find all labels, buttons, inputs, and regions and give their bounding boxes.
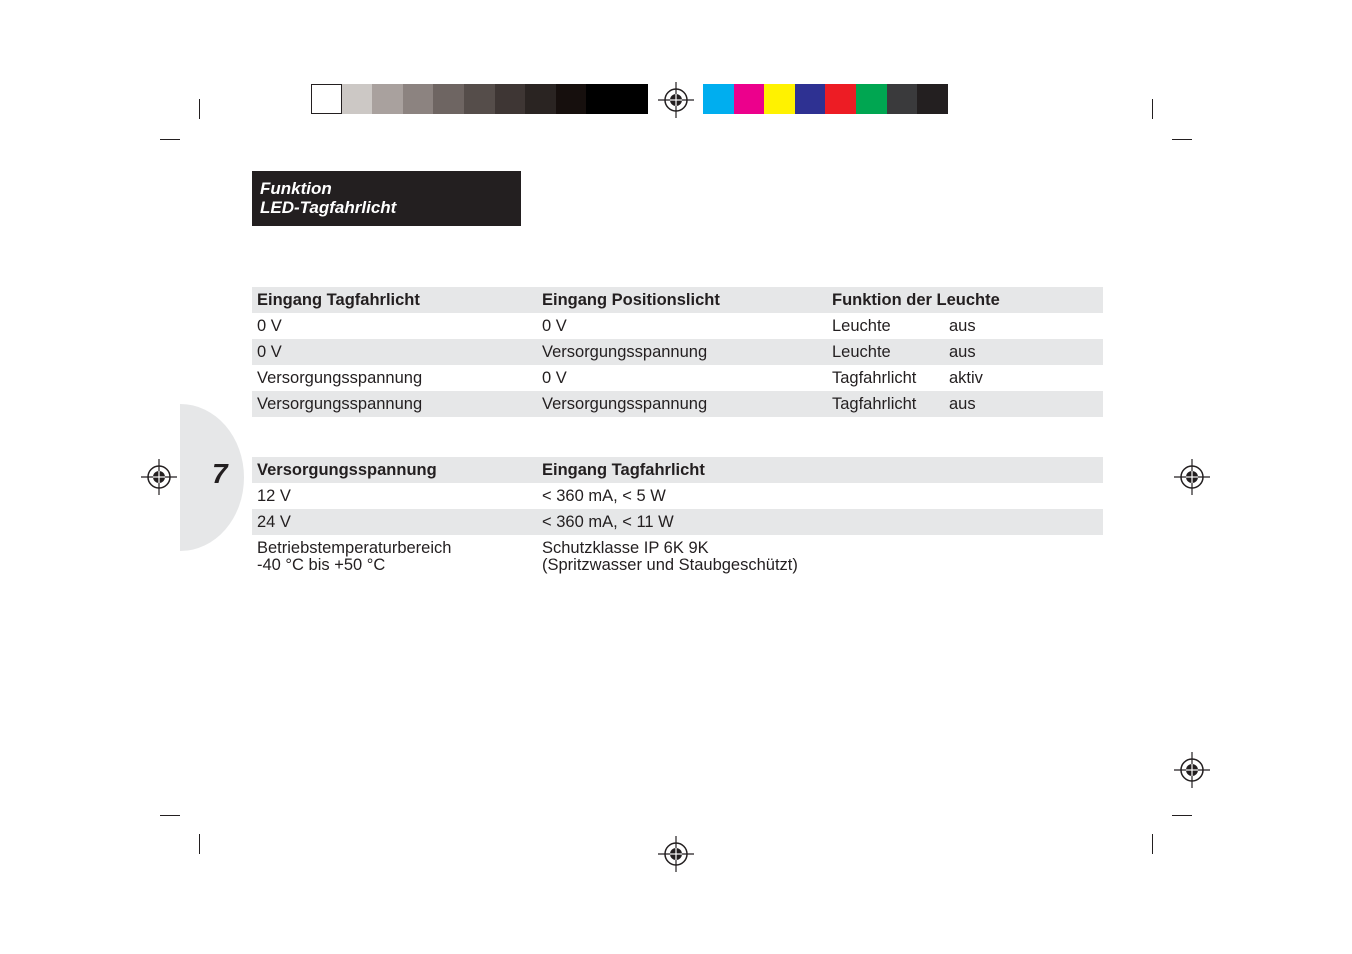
color-swatch: [372, 84, 403, 114]
table-cell: Versorgungsspannung: [257, 369, 423, 387]
crop-mark: [160, 815, 180, 816]
table-cell: Leuchte: [832, 317, 891, 335]
table-cell: [257, 540, 451, 574]
registration-mark-icon: [141, 459, 177, 495]
color-swatch: [764, 84, 795, 114]
table-row: [252, 339, 1103, 365]
table-cell: 0 V: [542, 317, 567, 335]
temperature-range-value: -40 °C bis +50 °C: [257, 556, 386, 574]
color-swatch: [342, 84, 373, 114]
specifications-table: [252, 457, 1103, 575]
color-swatch: [495, 84, 526, 114]
grayscale-color-bar: [311, 84, 648, 114]
registration-mark-icon: [1174, 752, 1210, 788]
table-cell: 24 V: [257, 513, 291, 531]
color-swatch: [433, 84, 464, 114]
section-title-box: [252, 171, 521, 226]
section-title-line2: LED-Tagfahrlicht: [260, 198, 397, 217]
table-row: [252, 509, 1103, 535]
table-row: [252, 483, 1103, 509]
table-cell: aus: [949, 343, 976, 361]
table-cell: Versorgungsspannung: [542, 343, 708, 361]
process-color-bar: [703, 84, 948, 114]
crop-mark: [199, 99, 200, 119]
table-row: [252, 391, 1103, 417]
color-swatch: [525, 84, 556, 114]
table-cell: Versorgungsspannung: [257, 395, 423, 413]
color-swatch: [887, 84, 918, 114]
header-cell: Funktion der Leuchte: [832, 291, 1000, 309]
table-cell: 0 V: [257, 317, 282, 335]
registration-mark-icon: [658, 82, 694, 118]
color-swatch: [825, 84, 856, 114]
table-cell: 0 V: [257, 343, 282, 361]
color-swatch: [311, 84, 342, 114]
registration-mark-icon: [658, 836, 694, 872]
crop-mark: [1152, 834, 1153, 854]
header-cell: Eingang Tagfahrlicht: [542, 461, 705, 479]
table-cell: Tagfahrlicht: [832, 369, 917, 387]
table-cell: < 360 mA, < 11 W: [542, 513, 674, 531]
table-cell: [542, 540, 798, 574]
table-cell: < 360 mA, < 5 W: [542, 487, 666, 505]
chapter-number: 7: [212, 458, 228, 489]
table-header-row: [252, 457, 1103, 483]
color-swatch: [795, 84, 826, 114]
header-cell: Eingang Positionslicht: [542, 291, 720, 309]
header-cell: Eingang Tagfahrlicht: [257, 291, 420, 309]
table-row: [252, 365, 1103, 391]
crop-mark: [199, 834, 200, 854]
table-cell: 0 V: [542, 369, 567, 387]
crop-mark: [1172, 139, 1192, 140]
color-swatch: [403, 84, 434, 114]
table-row: [252, 535, 1103, 575]
registration-mark-icon: [1174, 459, 1210, 495]
color-swatch: [856, 84, 887, 114]
color-swatch: [586, 84, 617, 114]
table-cell: aus: [949, 395, 976, 413]
color-swatch: [917, 84, 948, 114]
protection-class-label: Schutzklasse IP 6K 9K: [542, 539, 709, 557]
table-cell: aktiv: [949, 369, 983, 387]
table-cell: aus: [949, 317, 976, 335]
protection-class-note: (Spritzwasser und Staubgeschützt): [542, 556, 798, 574]
function-table: [252, 287, 1103, 417]
header-cell: Versorgungsspannung: [257, 461, 437, 479]
temperature-range-label: Betriebstemperaturbereich: [257, 539, 452, 557]
crop-mark: [160, 139, 180, 140]
color-swatch: [617, 84, 648, 114]
color-swatch: [703, 84, 734, 114]
table-header-row: [252, 287, 1103, 313]
table-cell: 12 V: [257, 487, 291, 505]
color-swatch: [464, 84, 495, 114]
color-swatch: [734, 84, 765, 114]
table-row: [252, 313, 1103, 339]
table-cell: Leuchte: [832, 343, 891, 361]
color-swatch: [556, 84, 587, 114]
table-cell: Tagfahrlicht: [832, 395, 917, 413]
crop-mark: [1152, 99, 1153, 119]
section-title-line1: Funktion: [260, 179, 332, 198]
table-cell: Versorgungsspannung: [542, 395, 708, 413]
crop-mark: [1172, 815, 1192, 816]
